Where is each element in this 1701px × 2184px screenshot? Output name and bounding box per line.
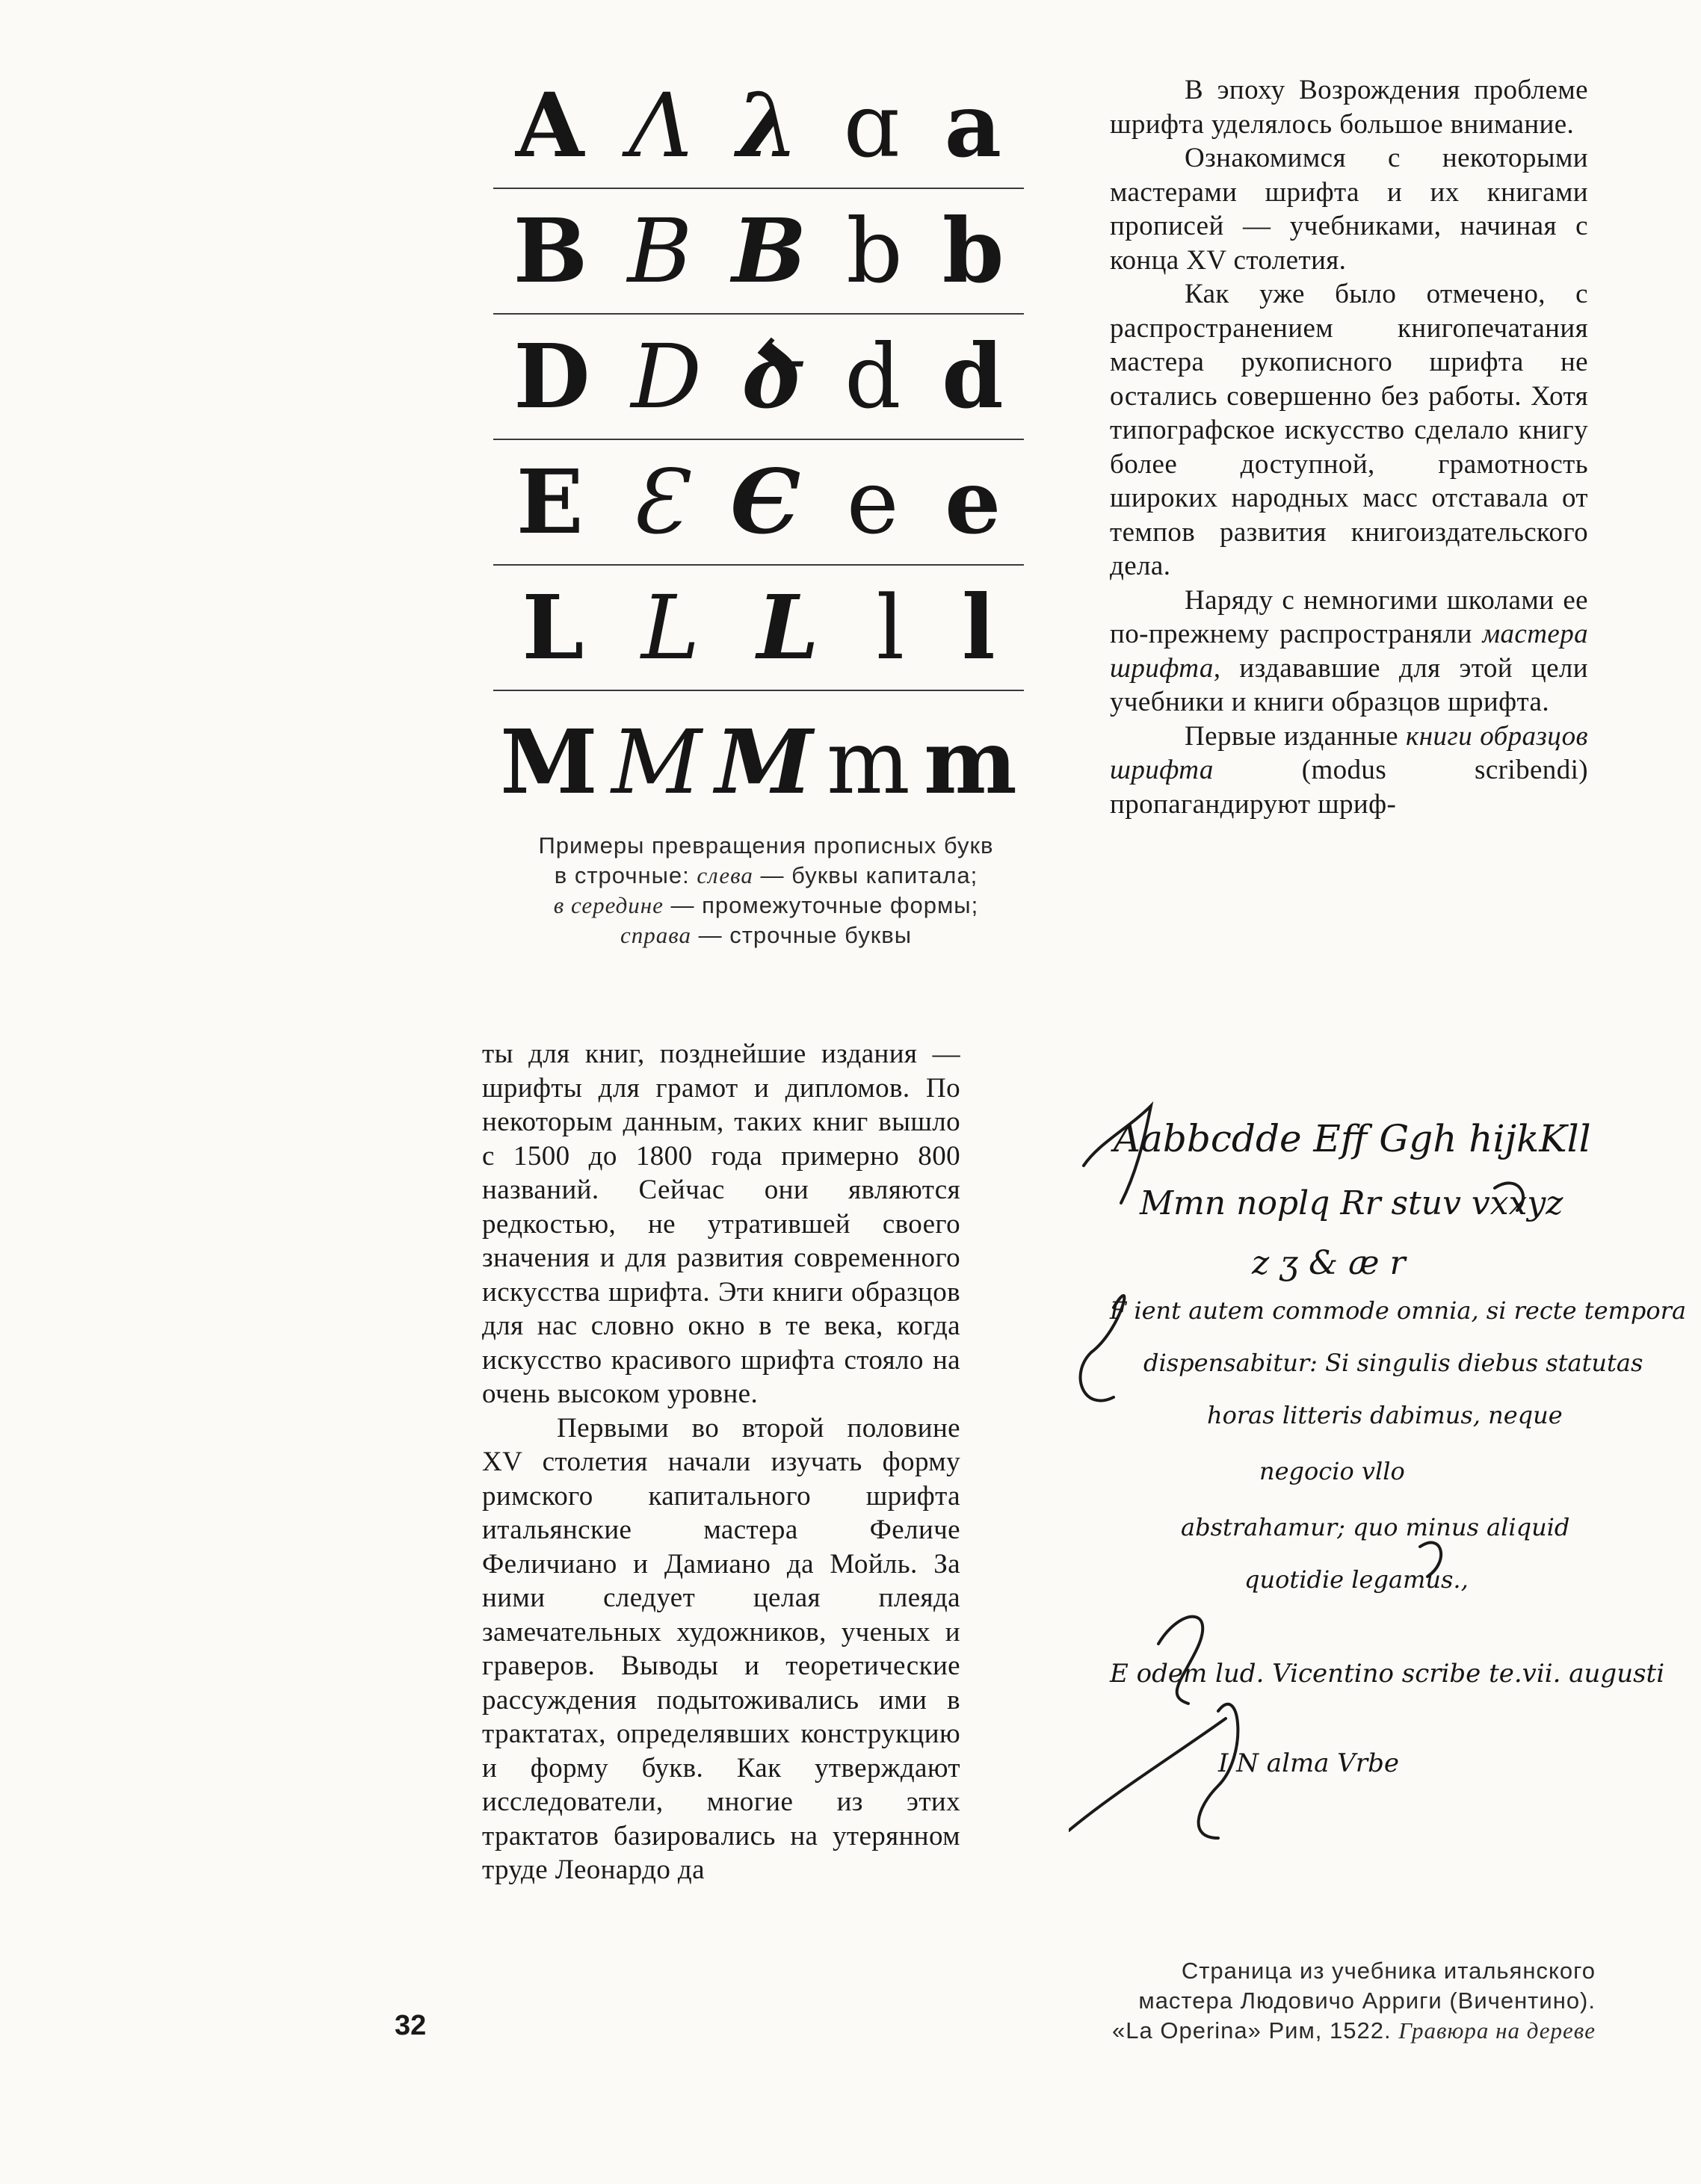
paragraph-italic: мастера шрифта, <box>1110 619 1588 684</box>
calligraphy-line: I N alma Vrbe <box>1218 1748 1399 1778</box>
specimen-glyph: B <box>627 199 693 303</box>
specimen-glyph: m <box>826 711 910 814</box>
specimen-glyph: d <box>942 324 1004 428</box>
specimen-glyph: e <box>945 450 1001 554</box>
paragraph-text: Первые изданные <box>1185 720 1407 752</box>
specimen-row <box>493 315 1024 440</box>
alphabet-line: Aabbcdde Eff Ggh hijkKll <box>1114 1117 1591 1160</box>
calligraphy-line: E odem lud. Vicentino scribe te.vii. augusti <box>1110 1659 1665 1689</box>
specimen-glyph: e <box>846 451 899 554</box>
caption-text: — строчные буквы <box>691 922 913 948</box>
caption-text: в строчные: <box>554 862 697 888</box>
specimen-glyph: ծ <box>742 324 804 428</box>
caption-italic: слева <box>697 862 753 888</box>
specimen-glyph: E <box>516 450 584 554</box>
specimen-glyph: b <box>846 199 903 303</box>
page-number: 32 <box>395 2010 427 2041</box>
specimen-glyph: B <box>513 199 588 303</box>
paragraph: Как уже было отмечено, с распространением книгопечатания мастера рукописного шрифта не остались совершенно без работы. Хотя типографское искусство сделало книгу более доступной, грамотность широких народных масс отставала от темпов развития книгоиздательского дела. <box>1110 279 1588 581</box>
calligraphy-line: dispensabitur: Si singulis diebus statutas <box>1143 1349 1643 1377</box>
specimen-glyph: D <box>513 324 590 428</box>
calligraphy-line: horas litteris dabimus, neque <box>1207 1401 1563 1429</box>
letter-specimen <box>493 64 1024 833</box>
specimen-glyph: A <box>515 73 584 177</box>
specimen-row <box>493 691 1024 833</box>
paragraph-text: Наряду с немногими школами ее по-прежнему распространяли <box>1110 584 1588 649</box>
calligraphy-line: negocio vllo <box>1259 1457 1405 1485</box>
paragraph: Первыми во второй половине XV столетия начали изучать форму римского капитального шрифта итальянские мастера Феличе Феличиано и Дамиано да Мойль. За ними следует целая плеяда замечательных художников, ученых и граверов. Выводы и теоретические рассуждения подытоживались ими в трактатах, определявших конструкцию и форму букв. Как утверждают исследователи, многие из этих трактатов базировались на утерянном труде Леонардо да <box>482 1412 960 1885</box>
caption-italic: справа <box>620 922 691 948</box>
alphabet-line: Mmn noplq Rr stuv vxxyz <box>1140 1184 1563 1222</box>
specimen-row <box>493 566 1024 691</box>
specimen-glyph: d <box>845 325 901 428</box>
calligraphy-line: F ient autem commode omnia, si recte tempora <box>1110 1296 1687 1325</box>
caption-text: «La Operina» Рим, 1522. <box>1112 2017 1399 2044</box>
specimen-glyph: a <box>944 73 1002 177</box>
specimen-glyph: L <box>756 575 819 679</box>
paragraph <box>1110 720 1588 822</box>
paragraph-italic: книги образцов шрифта <box>1110 720 1588 785</box>
specimen-glyph: Ɛ <box>629 451 685 554</box>
paragraph-text: (modus scribendi) пропагандируют шриф- <box>1110 755 1588 820</box>
right-text-column <box>1110 73 1588 821</box>
caption-italic: в середине <box>553 892 664 918</box>
alphabet-line: z ʒ & æ r <box>1252 1244 1406 1282</box>
paragraph-text: издававшие для этой цели учебники и книги образцов шрифта. <box>1110 652 1588 717</box>
specimen-glyph: B <box>732 199 807 303</box>
caption-line: Страница из учебника итальянского <box>1181 1958 1596 1984</box>
specimen-glyph: M <box>611 711 702 814</box>
paragraph: ты для книг, позднейшие издания — шрифты для грамот и дипломов. По некоторым данным, таких книг вышло с 1500 до 1800 года примерно 800 названий. Сейчас они являются редкостью, не утратившей своего значения и для развития современного искусства шрифта. Эти книги образцов для нас словно окно в те века, когда искусство красивого шрифта стояло на очень высоком уровне. <box>482 1039 960 1409</box>
specimen-glyph: b <box>942 199 1004 303</box>
specimen-glyph: λ <box>737 73 799 177</box>
flourish-stroke <box>1069 1719 1226 1831</box>
paragraph: В эпоху Возрождения проблеме шрифта уделялось большое внимание. <box>1110 75 1588 140</box>
specimen-glyph: Є <box>730 450 801 554</box>
specimen-glyph: ɑ <box>843 74 900 177</box>
specimen-glyph: Λ <box>629 74 693 177</box>
calligraphy-line: quotidie legamus., <box>1244 1565 1469 1594</box>
paragraph: Ознакомимся с некоторыми мастерами шрифта и их книгами прописей — учебниками, начиная с конца XV столетия. <box>1110 143 1588 276</box>
specimen-glyph: Ⅿ <box>715 710 813 814</box>
caption-text: — промежуточные формы; <box>663 892 979 918</box>
specimen-glyph: L <box>640 576 700 679</box>
caption-text: — буквы капитала; <box>753 862 978 888</box>
specimen-row <box>493 189 1024 315</box>
caption-line: Примеры превращения прописных букв <box>538 832 994 859</box>
specimen-glyph: m <box>923 710 1017 814</box>
specimen-glyph: l <box>876 576 905 679</box>
left-text-column <box>482 1037 960 1887</box>
caption-italic: Гравюра на дереве <box>1398 2017 1596 2044</box>
specimen-glyph: D <box>631 325 702 428</box>
specimen-glyph: L <box>522 575 584 679</box>
arrighi-calligraphy-plate <box>1069 1083 1687 1890</box>
caption-line: мастера Людовичо Арриги (Вичентино). <box>1138 1987 1596 2014</box>
specimen-caption <box>478 831 1054 950</box>
specimen-row <box>493 440 1024 566</box>
plate-caption <box>1031 1956 1596 2046</box>
specimen-glyph: M <box>500 710 598 814</box>
specimen-row <box>493 64 1024 189</box>
calligraphy-line: abstrahamur; quo minus aliquid <box>1181 1513 1570 1541</box>
specimen-glyph: l <box>961 575 995 679</box>
paragraph <box>1110 584 1588 720</box>
